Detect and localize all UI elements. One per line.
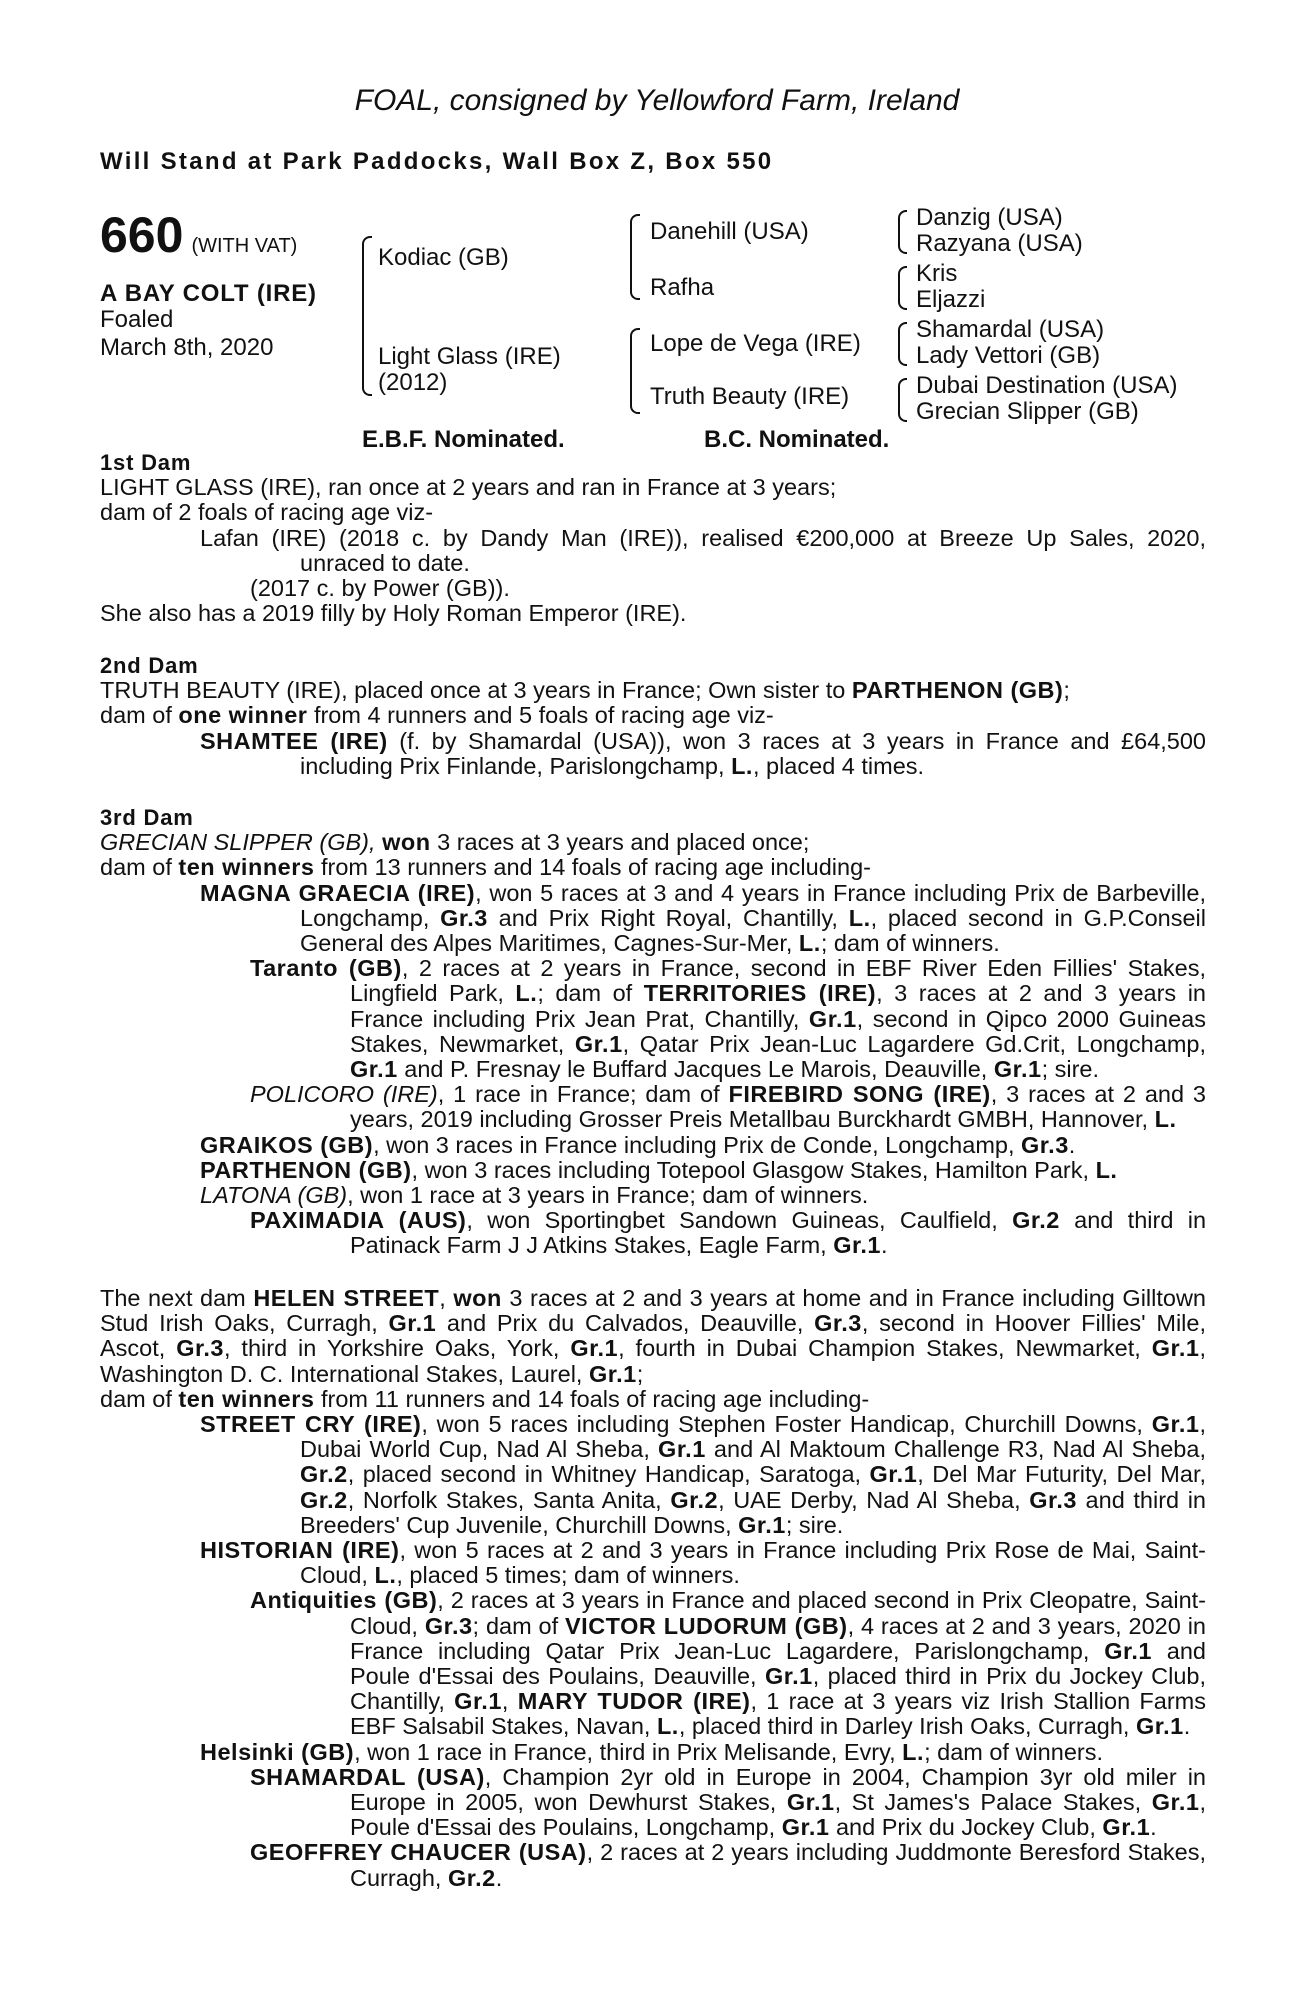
produce-entry: HISTORIAN (IRE), won 5 races at 2 and 3 years in France including Prix Rose de Mai, Saint-Cloud, L., placed 5 times; dam of winners. xyxy=(200,1537,1206,1589)
brace-g78 xyxy=(898,378,907,422)
produce-entry: SHAMARDAL (USA), Champion 2yr old in Europe in 2004, Champion 3yr old miler in Europe in 2005, won Dewhurst Stakes, Gr.1, St James's Palace Stakes, Gr.1, Poule d'Essai des Poulains, Longchamp, Gr.1 and Prix du Jockey Club, Gr.1. xyxy=(250,1763,1206,1841)
pedigree-sire-dam: Rafha xyxy=(650,274,715,301)
produce-entry: PARTHENON (GB), won 3 races including Totepool Glasgow Stakes, Hamilton Park, L. xyxy=(200,1156,1118,1183)
pedigree-g1: Danzig (USA) xyxy=(916,204,1063,231)
lot-title: A BAY COLT (IRE) xyxy=(100,280,317,307)
pedigree-g6: Lady Vettori (GB) xyxy=(916,342,1101,369)
vat-note: (WITH VAT) xyxy=(191,235,298,257)
pedigree-g5: Shamardal (USA) xyxy=(916,316,1105,343)
produce-entry: GEOFFREY CHAUCER (USA), 2 races at 2 years including Juddmonte Beresford Stakes, Curragh, Gr.2. xyxy=(250,1839,1206,1891)
produce-entry: Antiquities (GB), 2 races at 3 years in France and placed second in Prix Cleopatre, Saint-Cloud, Gr.3; dam of VICTOR LUDORUM (GB), 4 races at 2 and 3 years, 2020 in France including Qatar Prix Jean-Luc Lagardere, Parislongchamp, Gr.1 and Poule d'Essai des Poulains, Deauville, Gr.1, placed third in Prix du Jockey Club, Chantilly, Gr.1, MARY TUDOR (IRE), 1 race at 3 years viz Irish Stallion Farms EBF Salsabil Stakes, Navan, L., placed third in Darley Irish Oaks, Curragh, Gr.1. xyxy=(250,1587,1207,1740)
pedigree-g7: Dubai Destination (USA) xyxy=(916,372,1178,399)
foaled-label: Foaled xyxy=(100,306,174,333)
brace-g34 xyxy=(898,266,907,310)
produce-entry: Helsinki (GB), won 1 race in France, third in Prix Melisande, Evry, L.; dam of winners. xyxy=(200,1738,1103,1765)
produce-entry: Taranto (GB), 2 races at 2 years in France, second in EBF River Eden Fillies' Stakes, Lingfield Park, L.; dam of TERRITORIES (IRE), 3 races at 2 and 3 years in France including Prix Jean Prat, Chantilly, Gr.1, second in Qipco 2000 Guineas Stakes, Newmarket, Gr.1, Qatar Prix Jean-Luc Lagardere Gd.Crit, Longchamp, Gr.1 and P. Fresnay le Buffard Jacques Le Marois, Deauville, Gr.1; sire. xyxy=(250,955,1206,1083)
first-dam-text: LIGHT GLASS (IRE), ran once at 2 years and ran in France at 3 years; xyxy=(100,474,837,501)
produce-entry: STREET CRY (IRE), won 5 races including Stephen Foster Handicap, Churchill Downs, Gr.1, Dubai World Cup, Nad Al Sheba, Gr.1 and Al Maktoum Challenge R3, Nad Al Sheba, Gr.2, placed second in Whitney Handicap, Saratoga, Gr.1, Del Mar Futurity, Del Mar, Gr.2, Norfolk Stakes, Santa Anita, Gr.2, UAE Derby, Nad Al Sheba, Gr.3 and third in Breeders' Cup Juvenile, Churchill Downs, Gr.1; sire. xyxy=(200,1411,1206,1538)
produce-entry: PAXIMADIA (AUS), won Sportingbet Sandown Guineas, Caulfield, Gr.2 and third in Patinack Farm J J Atkins Stakes, Eagle Farm, Gr.1. xyxy=(250,1207,1207,1259)
foaled-info xyxy=(100,306,273,362)
pedigree-g8: Grecian Slipper (GB) xyxy=(916,398,1139,425)
consignor-line: FOAL, consigned by Yellowford Farm, Ireland xyxy=(354,84,960,117)
second-dam-produce: dam of one winner from 4 runners and 5 foals of racing age viz- xyxy=(100,702,774,729)
first-dam-produce: dam of 2 foals of racing age viz- xyxy=(100,499,434,526)
produce-entry: LATONA (GB), won 1 race at 3 years in France; dam of winners. xyxy=(200,1182,869,1209)
foaled-date: March 8th, 2020 xyxy=(100,334,274,361)
produce-entry: GRAIKOS (GB), won 3 races in France including Prix de Conde, Longchamp, Gr.3. xyxy=(200,1131,1076,1158)
produce-entry: Lafan (IRE) (2018 c. by Dandy Man (IRE)), realised €200,000 at Breeze Up Sales, 2020, unraced to date. xyxy=(200,524,1206,576)
produce-entry: SHAMTEE (IRE) (f. by Shamardal (USA)), won 3 races at 3 years in France and £64,500 including Prix Finlande, Parislongchamp, L., placed 4 times. xyxy=(200,727,1207,779)
pedigree-g2: Razyana (USA) xyxy=(916,230,1083,257)
next-dam-produce: dam of ten winners from 11 runners and 14 foals of racing age including- xyxy=(100,1385,870,1412)
pedigree-dam-year: (2012) xyxy=(378,369,448,396)
stand-location: Will Stand at Park Paddocks, Wall Box Z, Box 550 xyxy=(100,148,774,175)
lot-header xyxy=(100,206,297,264)
third-dam-heading: 3rd Dam xyxy=(100,805,194,830)
second-dam-text: TRUTH BEAUTY (IRE), placed once at 3 years in France; Own sister to PARTHENON (GB); xyxy=(100,677,1070,704)
second-dam-section xyxy=(100,653,1206,779)
pedigree-sire-sire: Danehill (USA) xyxy=(650,218,809,245)
next-dam-text: The next dam HELEN STREET, won 3 races at 2 and 3 years at home and in France including Gilltown Stud Irish Oaks, Curragh, Gr.1 and Prix du Calvados, Deauville, Gr.3, second in Hoover Fillies' Mile, Ascot, Gr.3, third in Yorkshire Oaks, York, Gr.1, fourth in Dubai Champion Stakes, Newmarket, Gr.1, Washington D. C. International Stakes, Laurel, Gr.1; xyxy=(100,1285,1206,1387)
brace-sire xyxy=(630,214,640,300)
third-dam-produce: dam of ten winners from 13 runners and 14 foals of racing age including- xyxy=(100,854,871,881)
bc-nominated: B.C. Nominated. xyxy=(704,426,890,453)
first-dam-section xyxy=(100,450,1206,626)
produce-entry: POLICORO (IRE), 1 race in France; dam of FIREBIRD SONG (IRE), 3 races at 2 and 3 years, 2019 including Grosser Preis Metallbau Burckhardt GMBH, Hannover, L. xyxy=(250,1081,1206,1133)
brace-parents xyxy=(362,236,372,396)
brace-g56 xyxy=(898,322,907,366)
pedigree-dam-sire: Lope de Vega (IRE) xyxy=(650,330,861,357)
first-dam-note: She also has a 2019 filly by Holy Roman Emperor (IRE). xyxy=(100,600,687,627)
next-dam-section xyxy=(100,1286,1206,1891)
produce-entry: MAGNA GRAECIA (IRE), won 5 races at 3 and 4 years in France including Prix de Barbeville, Longchamp, Gr.3 and Prix Right Royal, Chantilly, L., placed second in G.P.Conseil General des Alpes Maritimes, Cagnes-Sur-Mer, L.; dam of winners. xyxy=(200,879,1207,957)
third-dam-text: GRECIAN SLIPPER (GB), won 3 races at 3 years and placed once; xyxy=(100,829,810,856)
first-dam-heading: 1st Dam xyxy=(100,450,192,475)
pedigree-dam: Light Glass (IRE) xyxy=(378,343,561,370)
ebf-nominated: E.B.F. Nominated. xyxy=(362,426,565,453)
pedigree-dam-dam: Truth Beauty (IRE) xyxy=(650,383,850,410)
brace-g12 xyxy=(898,210,907,254)
pedigree-sire: Kodiac (GB) xyxy=(378,244,509,271)
pedigree-g3: Kris xyxy=(916,260,958,287)
lot-number: 660 xyxy=(100,207,184,263)
pedigree-g4: Eljazzi xyxy=(916,286,986,313)
brace-dam xyxy=(630,328,640,414)
produce-entry: (2017 c. by Power (GB)). xyxy=(250,575,510,602)
second-dam-heading: 2nd Dam xyxy=(100,653,199,678)
third-dam-section xyxy=(100,805,1206,1259)
